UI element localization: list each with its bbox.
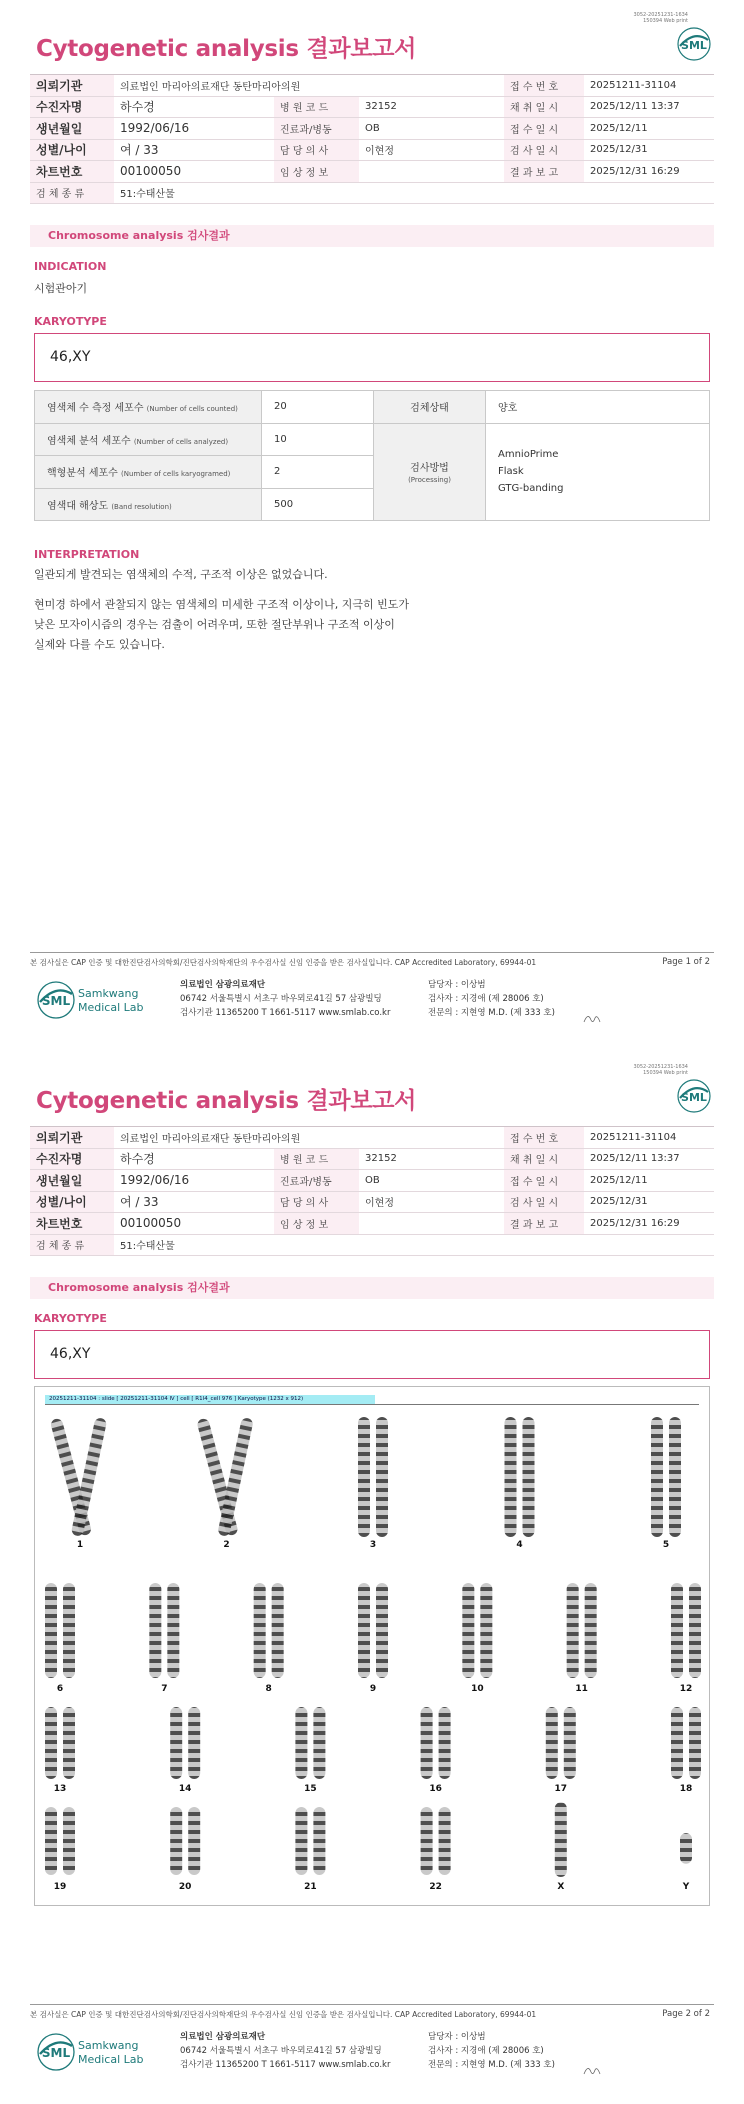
chromosome-label-12: 12 [679, 1684, 693, 1694]
chromosome-Y-1 [680, 1833, 692, 1864]
chromosome-label-10: 10 [471, 1684, 484, 1694]
analyzed-label: 염색체 분석 세포수 (Number of cells analyzed) [35, 423, 262, 456]
chromosome-10-2 [480, 1583, 492, 1678]
chromosome-8-1 [254, 1583, 266, 1678]
page-number: Page 2 of 2 [662, 2009, 710, 2019]
indication-label: INDICATION [34, 260, 107, 273]
chromosome-21-2 [313, 1807, 325, 1875]
chromosome-X-1 [555, 1802, 567, 1877]
chromosome-pair-2 [196, 1417, 254, 1550]
interpretation-label: INTERPRETATION [34, 548, 140, 561]
chromosome-18-1 [671, 1707, 683, 1779]
chromosome-pair-16 [421, 1707, 451, 1794]
chromosome-14-2 [188, 1707, 200, 1779]
counted-label: 염색체 수 측정 세포수 (Number of cells counted) [35, 391, 262, 424]
page-number: Page 1 of 2 [662, 957, 710, 967]
footer-divider [30, 952, 714, 953]
chromosome-pair-18 [671, 1707, 701, 1794]
svg-text:SML: SML [681, 39, 707, 52]
chromosome-label-6: 6 [56, 1684, 64, 1694]
chromosome-label-20: 20 [178, 1882, 192, 1892]
lab-staff: 담당자 : 이상범 검사자 : 지경애 (제 28006 호) 전문의 : 지현영 M.D. (제 333 호) [428, 2032, 555, 2070]
chromosome-pair-13 [45, 1707, 75, 1794]
chromosome-pair-15 [295, 1707, 325, 1794]
chromosome-16-1 [421, 1707, 433, 1779]
chromosome-label-3: 3 [369, 1540, 377, 1550]
section-title: Chromosome analysis 검사결과 [30, 225, 714, 247]
report-page-2 [0, 1052, 744, 2104]
karyogram-image [34, 1386, 710, 1906]
chromosome-5-1 [651, 1417, 663, 1537]
chromosome-label-19: 19 [53, 1882, 67, 1892]
chromosome-pair-8 [254, 1583, 284, 1694]
chromosome-label-X: X [557, 1882, 565, 1892]
print-code: 3052-20251231-1634 150394 Web print [633, 1064, 688, 1076]
karyogram-chromosomes [35, 1387, 711, 1907]
chromosome-pair-6 [45, 1583, 75, 1694]
chromosome-14-1 [170, 1707, 182, 1779]
page-title: Cytogenetic analysis 결과보고서 [36, 36, 417, 62]
chromosome-pair-Y [680, 1833, 692, 1892]
samkwang-logo [36, 2030, 156, 2074]
chromosome-15-1 [295, 1707, 307, 1779]
chromosome-pair-5 [651, 1417, 681, 1550]
chromosome-label-15: 15 [304, 1784, 317, 1794]
chromosome-label-9: 9 [369, 1684, 377, 1694]
section-title: Chromosome analysis 검사결과 [30, 1277, 714, 1299]
chromosome-18-2 [689, 1707, 701, 1779]
page-title: Cytogenetic analysis 결과보고서 [36, 1088, 417, 1114]
svg-text:SML: SML [41, 994, 71, 1008]
patient-info-table: 의뢰기관 의료법인 마리아의료재단 동탄마리아의원 접 수 번 호 20251211-31104 수진자명 하수경 병 원 코 드 32152 채 취 일 시 2025/12/11 13:37 생년월일 1992/06/16 진료과/병동 OB 접 수 일 시 2025/12/11 성별/나이 여 / 33 담 당 의 사 이현정 검 사 일 시 2025/12/31 차트번호 00100050 임 상 정 보 결 과 보 고 2025/12/31 16:29 검 체 종 류 51:수태산물 [30, 1126, 714, 1256]
chromosome-label-14: 14 [178, 1784, 192, 1794]
chromosome-label-16: 16 [429, 1784, 442, 1794]
chromosome-6-2 [63, 1583, 75, 1678]
chromosome-pair-1 [50, 1417, 108, 1550]
chromosome-12-1 [671, 1583, 683, 1678]
chromosome-6-1 [45, 1583, 57, 1678]
chromosome-13-1 [45, 1707, 57, 1779]
chromosome-19-2 [63, 1807, 75, 1875]
lab-address: 의료법인 삼광의료재단 06742 서울특별시 서초구 바우뫼로41길 57 삼광빌딩 검사기관 11365200 T 1661-5117 www.smlab.co.kr [180, 980, 391, 1018]
chromosome-21-1 [295, 1807, 307, 1875]
chromosome-label-Y: Y [682, 1882, 690, 1892]
chromosome-pair-11 [567, 1583, 597, 1694]
signature [582, 2064, 602, 2078]
chromosome-label-4: 4 [516, 1540, 523, 1550]
samkwang-logo [36, 978, 156, 1022]
chromosome-22-1 [421, 1807, 433, 1875]
chromosome-7-1 [149, 1583, 161, 1678]
chromosome-19-1 [45, 1807, 57, 1875]
chromosome-4-2 [523, 1417, 535, 1537]
chromosome-pair-20 [170, 1807, 200, 1892]
chromosome-pair-3 [358, 1417, 388, 1550]
chromosome-pair-4 [505, 1417, 535, 1550]
karyogramed-label: 핵형분석 세포수 (Number of cells karyogramed) [35, 456, 262, 489]
chromosome-17-1 [546, 1707, 558, 1779]
chromosome-10-1 [462, 1583, 474, 1678]
footer-note: 본 검사실은 CAP 인증 및 대한진단검사의학회/진단검사의학재단의 우수검사실 신임 인증을 받은 검사실입니다. CAP Accredited Laboratory, 69944-01 [30, 958, 537, 967]
sml-logo [676, 26, 712, 62]
chromosome-pair-X [555, 1802, 567, 1892]
interpretation-text: 일관되게 발견되는 염색체의 수적, 구조적 이상은 없었습니다. 현미경 하에서 관찰되지 않는 염색체의 미세한 구조적 이상이나, 지극히 빈도가 낮은 모자이시즘의 경우는 검출이 어려우며, 또한 절단부위나 구조적 이상이 실제와 다를 수도 있습니다. [34, 568, 409, 651]
chromosome-22-2 [439, 1807, 451, 1875]
chromosome-9-1 [358, 1583, 370, 1678]
chromosome-3-1 [358, 1417, 370, 1537]
chromosome-20-1 [170, 1807, 182, 1875]
chromosome-16-2 [439, 1707, 451, 1779]
chromosome-7-2 [167, 1583, 179, 1678]
svg-text:Samkwang: Samkwang [78, 2039, 139, 2052]
chromosome-9-2 [376, 1583, 388, 1678]
chromosome-pair-22 [421, 1807, 451, 1892]
chromosome-label-2: 2 [223, 1540, 230, 1550]
chromosome-pair-19 [45, 1807, 75, 1892]
chromosome-pair-7 [149, 1583, 179, 1694]
svg-text:SML: SML [681, 1091, 707, 1104]
chromosome-8-2 [272, 1583, 284, 1678]
karyotype-result: 46,XY [34, 1330, 710, 1379]
chromosome-pair-9 [358, 1583, 388, 1694]
sml-logo [676, 1078, 712, 1114]
patient-info-table: 의뢰기관 의료법인 마리아의료재단 동탄마리아의원 접 수 번 호 20251211-31104 수진자명 하수경 병 원 코 드 32152 채 취 일 시 2025/12/11 13:37 생년월일 1992/06/16 진료과/병동 OB 접 수 일 시 2025/12/11 성별/나이 여 / 33 담 당 의 사 이현정 검 사 일 시 2025/12/31 차트번호 00100050 임 상 정 보 결 과 보 고 2025/12/31 16:29 검 체 종 류 51:수태산물 [30, 74, 714, 204]
chromosome-label-7: 7 [161, 1684, 168, 1694]
chromosome-label-17: 17 [554, 1784, 568, 1794]
chromosome-15-2 [313, 1707, 325, 1779]
chromosome-13-2 [63, 1707, 75, 1779]
chromosome-11-2 [585, 1583, 597, 1678]
svg-text:SML: SML [41, 2046, 71, 2060]
chromosome-label-22: 22 [429, 1882, 442, 1892]
chromosome-label-8: 8 [265, 1684, 272, 1694]
method-label: 검사방법 (Processing) [374, 423, 486, 521]
chromosome-label-21: 21 [304, 1882, 317, 1892]
chromosome-4-1 [505, 1417, 517, 1537]
lab-staff: 담당자 : 이상범 검사자 : 지경애 (제 28006 호) 전문의 : 지현영 M.D. (제 333 호) [428, 980, 555, 1018]
karyogram-banner: 20251211-31104 : slide [ 20251211-31104 Ⅳ ] cell [ R1I4_cell 976 ] Karyotype (1232 x 912) [45, 1395, 375, 1404]
chromosome-20-2 [188, 1807, 200, 1875]
footer-divider [30, 2004, 714, 2005]
chromosome-pair-21 [295, 1807, 325, 1892]
print-code: 3052-20251231-1634 150394 Web print [633, 12, 688, 24]
chromosome-pair-17 [546, 1707, 576, 1794]
chromosome-pair-12 [671, 1583, 701, 1694]
svg-text:Samkwang: Samkwang [78, 987, 139, 1000]
chromosome-label-18: 18 [679, 1784, 693, 1794]
lab-address: 의료법인 삼광의료재단 06742 서울특별시 서초구 바우뫼로41길 57 삼광빌딩 검사기관 11365200 T 1661-5117 www.smlab.co.kr [180, 2032, 391, 2070]
svg-text:Medical Lab: Medical Lab [78, 1001, 144, 1014]
chromosome-label-1: 1 [76, 1540, 84, 1550]
indication-value: 시험관아기 [34, 282, 88, 295]
karyotype-label: KARYOTYPE [34, 1312, 107, 1325]
chromosome-3-2 [376, 1417, 388, 1537]
karyotype-result: 46,XY [34, 333, 710, 382]
chromosome-pair-14 [170, 1707, 200, 1794]
karyotype-label: KARYOTYPE [34, 315, 107, 328]
band-label: 염색대 해상도 (Band resolution) [35, 488, 262, 521]
chromosome-pair-10 [462, 1583, 492, 1694]
cell-count-table: 염색체 수 측정 세포수 (Number of cells counted) 20 검체상태 양호 염색체 분석 세포수 (Number of cells analyzed) 10 검사방법 (Processing) AmnioPrime Flask GTG-banding 핵형분석 세포수 (Number of cells karyogramed) 2 염색대 해상도 (Band resolution) 500 [34, 390, 710, 521]
chromosome-11-1 [567, 1583, 579, 1678]
svg-text:Medical Lab: Medical Lab [78, 2053, 144, 2066]
chromosome-12-2 [689, 1583, 701, 1678]
chromosome-17-2 [564, 1707, 576, 1779]
chromosome-5-2 [669, 1417, 681, 1537]
signature [582, 1012, 602, 1026]
method-value: AmnioPrime Flask GTG-banding [486, 423, 710, 521]
footer-note: 본 검사실은 CAP 인증 및 대한진단검사의학회/진단검사의학재단의 우수검사실 신임 인증을 받은 검사실입니다. CAP Accredited Laboratory, 69944-01 [30, 2010, 537, 2019]
chromosome-label-5: 5 [662, 1540, 670, 1550]
chromosome-label-11: 11 [575, 1684, 588, 1694]
chromosome-label-13: 13 [53, 1784, 67, 1794]
